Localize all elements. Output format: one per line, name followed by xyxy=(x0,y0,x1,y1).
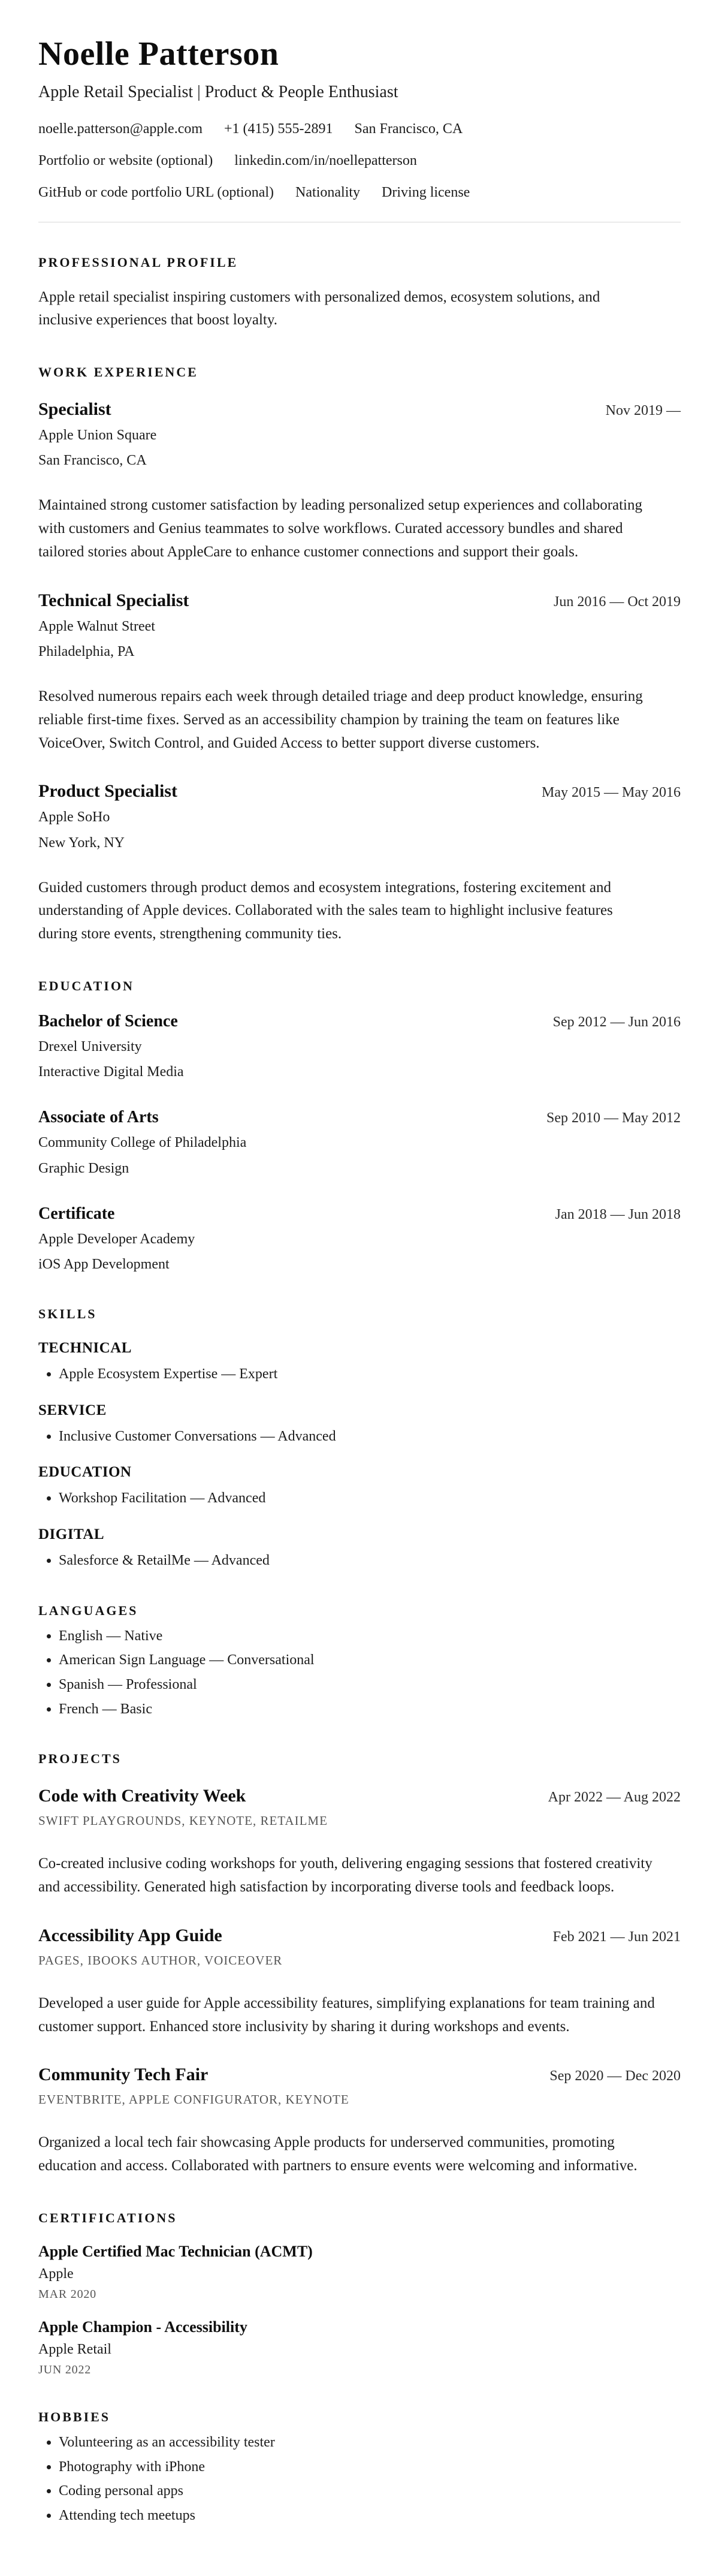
skill-list xyxy=(38,1551,681,1571)
section-languages xyxy=(38,1603,681,1719)
certification-entry xyxy=(38,2318,681,2377)
degree-title: Certificate xyxy=(38,1204,115,1223)
degree-dates: Sep 2012 — Jun 2016 xyxy=(552,1014,681,1030)
school-name: Drexel University xyxy=(38,1038,142,1054)
certification-date: MAR 2020 xyxy=(38,2287,96,2301)
section-education xyxy=(38,978,681,1274)
job-company: Apple Walnut Street xyxy=(38,618,155,634)
skill-group-education xyxy=(38,1464,681,1508)
field-of-study: Graphic Design xyxy=(38,1160,129,1176)
project-tech: EVENTBRITE, APPLE CONFIGURATOR, KEYNOTE xyxy=(38,2092,349,2107)
work-entry-head xyxy=(38,781,681,802)
contact-row-3 xyxy=(38,183,681,202)
hobbies-heading: HOBBIES xyxy=(38,2409,111,2424)
skill-item: • Salesforce & RetailMe — Advanced xyxy=(59,1551,681,1571)
skill-group-technical xyxy=(38,1340,681,1384)
skill-category: EDUCATION xyxy=(38,1464,132,1481)
certification-issuer: Apple Retail xyxy=(38,2341,111,2357)
education-entry-head xyxy=(38,1012,681,1031)
job-title: Specialist xyxy=(38,399,111,420)
contact-linkedin: linkedin.com/in/noellepatterson xyxy=(234,153,417,169)
education-entry xyxy=(38,1108,681,1177)
school-name: Community College of Philadelphia xyxy=(38,1135,247,1151)
education-heading: EDUCATION xyxy=(38,978,134,993)
skill-group-digital xyxy=(38,1526,681,1571)
contact-driving-license: Driving license xyxy=(382,185,470,201)
section-hobbies xyxy=(38,2409,681,2526)
contact-github: GitHub or code portfolio URL (optional) xyxy=(38,185,274,201)
language-item: • English — Native xyxy=(59,1627,681,1646)
job-title: Product Specialist xyxy=(38,781,177,802)
education-entry xyxy=(38,1204,681,1274)
certification-title: Apple Champion - Accessibility xyxy=(38,2318,247,2336)
language-item: • French — Basic xyxy=(59,1700,681,1719)
work-entry-head xyxy=(38,590,681,611)
job-description: Guided customers through product demos and ecosystem integrations, fostering excitement and understanding of Apple devices. Collaborated with the sales team to highlight inclusive features during store events, strengthening community ties. xyxy=(38,879,613,942)
contact-row-2 xyxy=(38,152,681,170)
job-location: New York, NY xyxy=(38,834,125,851)
contact-phone: +1 (415) 555-2891 xyxy=(224,121,333,137)
project-description: Co-created inclusive coding workshops for youth, delivering engaging sessions that fostered creativity and accessibility. Generated high satisfaction by incorporating diverse tools and feedback loops. xyxy=(38,1855,652,1896)
project-entry xyxy=(38,1926,681,2039)
skill-category: DIGITAL xyxy=(38,1526,105,1543)
hobby-item: • Photography with iPhone xyxy=(59,2458,681,2477)
certification-entry xyxy=(38,2243,681,2301)
section-work-experience xyxy=(38,364,681,946)
section-projects xyxy=(38,1751,681,2178)
project-entry xyxy=(38,2065,681,2178)
project-dates: Sep 2020 — Dec 2020 xyxy=(549,2068,681,2084)
resume-header xyxy=(38,35,681,203)
skill-category: TECHNICAL xyxy=(38,1340,132,1357)
job-description: Maintained strong customer satisfaction by leading personalized setup experiences and collaborating with customers and Genius teammates to solve workflows. Curated accessory bundles and shared tailored stories about AppleCare to enhance customer connections and support their goals. xyxy=(38,497,643,560)
work-entry xyxy=(38,590,681,755)
professional-profile-heading: PROFESSIONAL PROFILE xyxy=(38,254,238,270)
skill-group-service xyxy=(38,1402,681,1447)
contact-nationality: Nationality xyxy=(295,185,361,201)
skill-item: • Workshop Facilitation — Advanced xyxy=(59,1489,681,1508)
contact-website: Portfolio or website (optional) xyxy=(38,153,213,169)
skill-list xyxy=(38,1489,681,1508)
hobby-list xyxy=(38,2433,681,2526)
professional-profile-text: Apple retail specialist inspiring customers with personalized demos, ecosystem solutions, and inclusive experiences that boost loyalty. xyxy=(38,288,600,329)
contact-row-1 xyxy=(38,120,681,138)
job-dates: Nov 2019 — xyxy=(605,403,681,419)
work-entry xyxy=(38,399,681,564)
project-tech: PAGES, IBOOKS AUTHOR, VOICEOVER xyxy=(38,1953,283,1968)
education-entry xyxy=(38,1012,681,1081)
school-name: Apple Developer Academy xyxy=(38,1231,195,1247)
degree-title: Associate of Arts xyxy=(38,1108,159,1127)
skills-heading: SKILLS xyxy=(38,1306,97,1322)
hobby-item: • Attending tech meetups xyxy=(59,2506,681,2526)
languages-heading: LANGUAGES xyxy=(38,1602,138,1618)
section-professional-profile xyxy=(38,255,681,333)
job-description: Resolved numerous repairs each week through detailed triage and deep product knowledge, ensuring reliable first-time fixes. Served as an accessibility champion by training the team on features like VoiceOver, Switch Control, and Guided Access to better support diverse customers. xyxy=(38,688,643,751)
project-tech: SWIFT PLAYGROUNDS, KEYNOTE, RETAILME xyxy=(38,1813,328,1828)
job-dates: May 2015 — May 2016 xyxy=(542,785,681,801)
project-title: Code with Creativity Week xyxy=(38,1786,246,1806)
project-dates: Feb 2021 — Jun 2021 xyxy=(552,1929,681,1945)
language-list xyxy=(38,1627,681,1719)
work-entry xyxy=(38,781,681,946)
skill-item: • Apple Ecosystem Expertise — Expert xyxy=(59,1365,681,1384)
field-of-study: iOS App Development xyxy=(38,1256,170,1272)
contact-info xyxy=(38,120,681,203)
degree-dates: Jan 2018 — Jun 2018 xyxy=(555,1206,681,1222)
candidate-tagline: Apple Retail Specialist | Product & People Enthusiast xyxy=(38,83,398,101)
candidate-name: Noelle Patterson xyxy=(38,35,279,73)
project-entry-head xyxy=(38,1926,681,1946)
project-dates: Apr 2022 — Aug 2022 xyxy=(548,1789,681,1806)
project-title: Accessibility App Guide xyxy=(38,1925,222,1945)
certification-title: Apple Certified Mac Technician (ACMT) xyxy=(38,2242,313,2260)
job-dates: Jun 2016 — Oct 2019 xyxy=(554,593,681,610)
skill-item: • Inclusive Customer Conversations — Advanced xyxy=(59,1427,681,1447)
project-description: Developed a user guide for Apple accessibility features, simplifying explanations for team training and customer support. Enhanced store inclusivity by sharing it during workshops and events. xyxy=(38,1994,655,2035)
degree-title: Bachelor of Science xyxy=(38,1011,178,1031)
work-experience-heading: WORK EXPERIENCE xyxy=(38,364,198,380)
contact-location: San Francisco, CA xyxy=(354,121,463,137)
job-company: Apple SoHo xyxy=(38,809,110,825)
skill-list xyxy=(38,1365,681,1384)
section-skills xyxy=(38,1306,681,1571)
contact-email: noelle.patterson@apple.com xyxy=(38,121,203,137)
certifications-heading: CERTIFICATIONS xyxy=(38,2210,177,2225)
job-location: San Francisco, CA xyxy=(38,453,147,469)
work-entry-head xyxy=(38,399,681,420)
project-entry xyxy=(38,1786,681,1899)
field-of-study: Interactive Digital Media xyxy=(38,1064,184,1080)
education-entry-head xyxy=(38,1108,681,1127)
job-location: Philadelphia, PA xyxy=(38,643,135,659)
project-entry-head xyxy=(38,1786,681,1806)
project-description: Organized a local tech fair showcasing Apple products for underserved communities, promoting education and access. Collaborated with partners to ensure events were welcoming and informative. xyxy=(38,2134,638,2174)
projects-heading: PROJECTS xyxy=(38,1751,122,1767)
project-entry-head xyxy=(38,2065,681,2085)
language-item: • American Sign Language — Conversational xyxy=(59,1651,681,1670)
degree-dates: Sep 2010 — May 2012 xyxy=(546,1110,681,1126)
job-company: Apple Union Square xyxy=(38,427,157,444)
project-title: Community Tech Fair xyxy=(38,2065,209,2085)
hobby-item: • Volunteering as an accessibility tester xyxy=(59,2433,681,2453)
skill-list xyxy=(38,1427,681,1447)
section-certifications xyxy=(38,2210,681,2377)
job-title: Technical Specialist xyxy=(38,590,189,610)
skill-category: SERVICE xyxy=(38,1402,107,1418)
certification-issuer: Apple xyxy=(38,2265,74,2282)
language-item: • Spanish — Professional xyxy=(59,1676,681,1695)
hobby-item: • Coding personal apps xyxy=(59,2482,681,2501)
education-entry-head xyxy=(38,1204,681,1224)
certification-date: JUN 2022 xyxy=(38,2363,92,2376)
